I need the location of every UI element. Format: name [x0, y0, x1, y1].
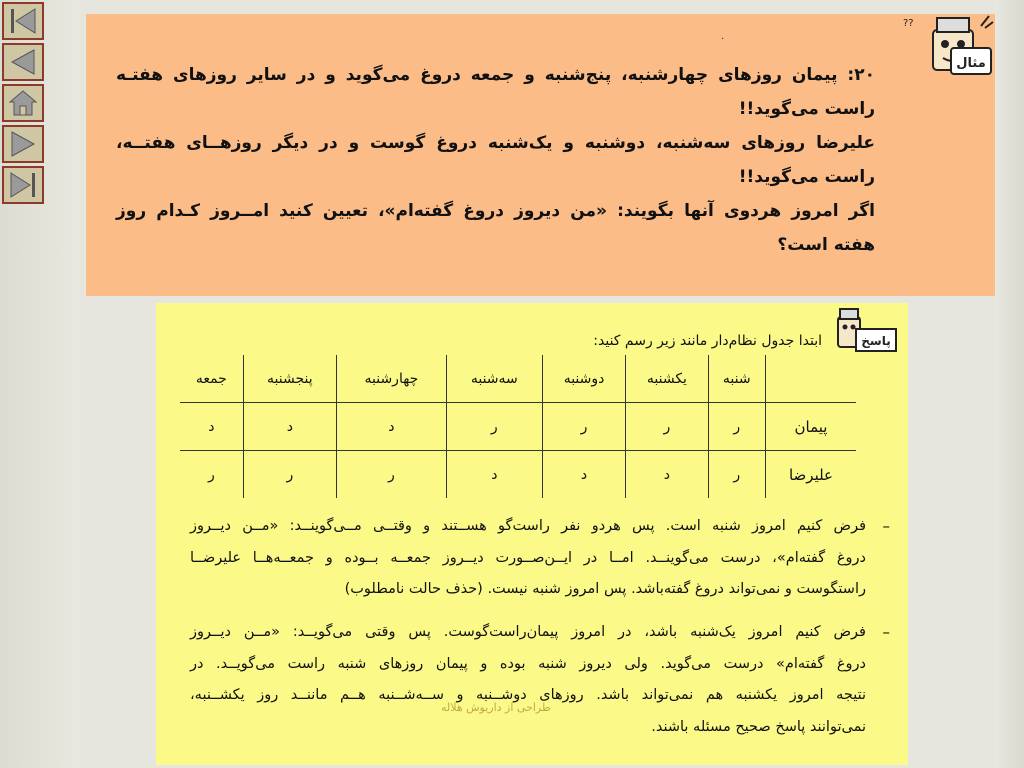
example-badge: مثال [956, 56, 986, 71]
previous-slide-button[interactable] [2, 43, 44, 81]
table-header-cell: دوشنبه [542, 355, 625, 403]
paragraph-line: نمی‌توانند پاسخ صحیح مسئله باشند. [651, 718, 866, 735]
question-line-3: علیرضا روزهای سه‌شنبه، دوشنبه و یک‌شنبه دروغ گوست و در دیگر روزهــای هفتــه، [116, 133, 875, 153]
previous-icon [7, 47, 39, 77]
example-mascot-icon [889, 12, 995, 88]
first-slide-button[interactable] [2, 2, 44, 40]
home-icon [7, 88, 39, 118]
paragraph-line: دروغ گفته‌ام» درست می‌گوید. ولی دیروز شنبه بوده و پیمان روزهای شنبه راست می‌گویــد. در [190, 655, 866, 672]
question-line-6: هفته است؟ [777, 235, 875, 255]
table-row [180, 451, 856, 499]
table-cell: ر [542, 403, 625, 451]
svg-text:??: ?? [903, 18, 914, 29]
table-cell: ر [207, 466, 215, 483]
slide-navigation [2, 2, 48, 207]
answer-panel [156, 303, 908, 765]
question-line-5: اگر امروز هردوی آنها بگویند: «من دیروز دروغ گفته‌ام»، تعیین کنید امــروز کـدام روز [116, 201, 875, 221]
answer-intro: ابتدا جدول نظام‌دار مانند زیر رسم کنید: [593, 333, 822, 349]
question-line-2: راست می‌گوید!! [738, 99, 875, 119]
table-cell: ر [337, 451, 447, 499]
table-cell: د [626, 451, 708, 499]
next-slide-button[interactable] [2, 125, 44, 163]
truth-table [180, 355, 856, 498]
question-panel [86, 14, 995, 296]
table-header-cell: چهارشنبه [337, 355, 447, 403]
table-cell: د [446, 451, 542, 499]
designer-watermark: طراحی از داریوش هلاله [441, 701, 551, 714]
slide-background-right [994, 0, 1024, 768]
reasoning-paragraph-1 [190, 511, 890, 606]
answer-mascot-icon [834, 307, 898, 359]
table-header-cell: پنجشنبه [243, 355, 336, 403]
bullet-dash: – [882, 623, 890, 641]
table-header-cell [766, 355, 857, 403]
question-line-1: ۲۰: پیمان روزهای چهارشنبه، پنج‌شنبه و جمعه دروغ می‌گوید و در سایر روزهای هفتـه [116, 65, 875, 85]
table-cell: د [542, 451, 625, 499]
table-header-cell: شنبه [708, 355, 765, 403]
table-header-cell: جمعه [180, 355, 243, 403]
table-cell: ر [243, 451, 336, 499]
table-header-cell: سه‌شنبه [446, 355, 542, 403]
table-cell: ر [708, 403, 765, 451]
reasoning-paragraph-2 [190, 617, 890, 743]
table-header-row [180, 355, 856, 403]
answer-badge: پاسخ [861, 334, 891, 348]
table-cell: ر [446, 403, 542, 451]
table-cell: ر [708, 451, 765, 499]
table-cell: د [180, 403, 243, 451]
paragraph-line: فرض کنیم امروز یک‌شنبه باشد، در امروز پیمان‌راست‌گوست. پس وقتی می‌گویــد: «مــن دیــروز [190, 624, 866, 640]
table-row-label: علیرضا [766, 451, 857, 499]
table-cell: د [337, 403, 447, 451]
question-line-4: راست می‌گوید!! [738, 167, 875, 187]
last-slide-button[interactable] [2, 166, 44, 204]
paragraph-line: فرض کنیم امروز شنبه است. پس هردو نفر راست‌گو هســتند و وقتــی مــی‌گوینــد: «مــن دیــروز [190, 518, 866, 534]
paragraph-line: دروغ گفته‌ام»، درست می‌گوینــد. امــا در ایــن‌صــورت دیــروز جمعــه بــوده و جمعــه‌هــا علیرضــا [190, 549, 866, 566]
last-icon [7, 170, 39, 200]
table-cell: ر [626, 403, 708, 451]
bullet-dash: – [882, 517, 890, 535]
table-cell: د [243, 403, 336, 451]
paragraph-line: نتیجه امروز یکشنبه هم نمی‌تواند باشد. روزهای دوشــنبه و ســه‌شــنبه هــم ماننــد روز یکشــنبه، [190, 687, 866, 703]
home-button[interactable] [2, 84, 44, 122]
table-row [180, 403, 856, 451]
first-icon [7, 6, 39, 36]
paragraph-line: راستگوست و نمی‌تواند دروغ گفته‌باشد. پس امروز شنبه نیست. (حذف حالت نامطلوب) [344, 581, 866, 597]
next-icon [7, 129, 39, 159]
table-header-cell: یکشنبه [626, 355, 708, 403]
decorative-dot: · [721, 34, 725, 45]
table-row-label: پیمان [766, 403, 857, 451]
